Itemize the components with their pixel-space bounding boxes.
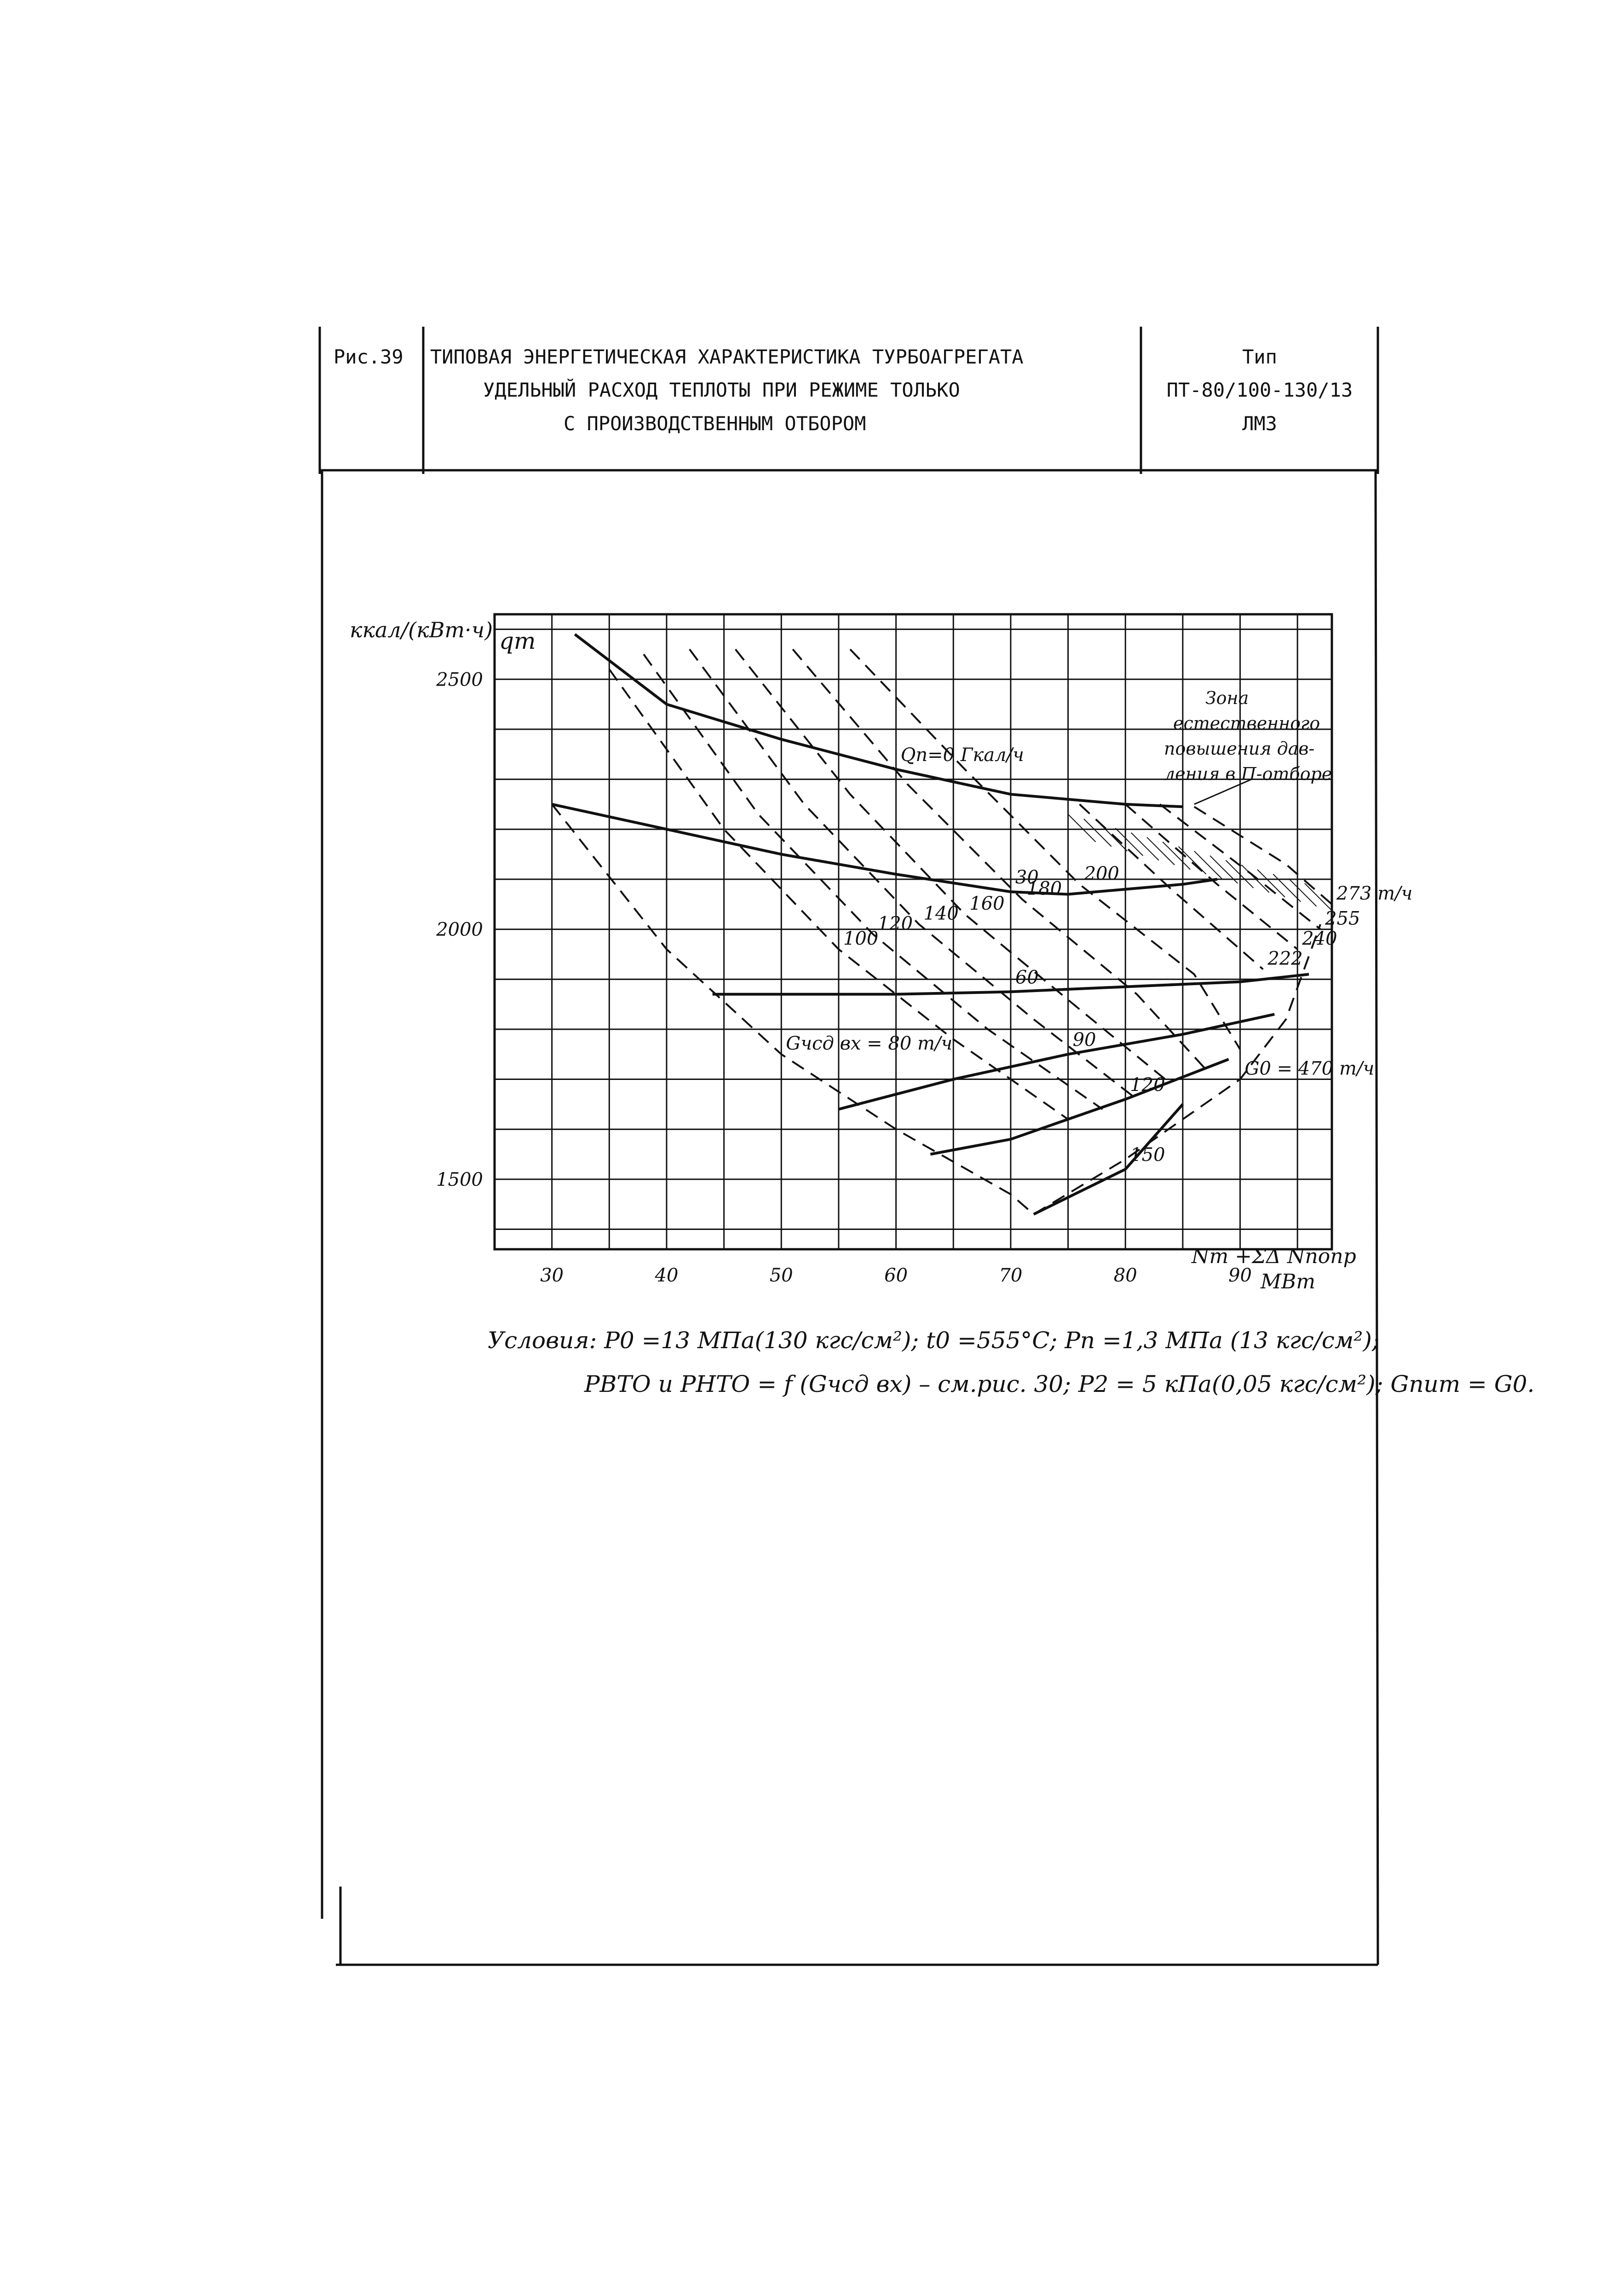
contour-label: 100	[843, 928, 879, 950]
x-tick-label: 90	[1228, 1265, 1252, 1286]
title-line-3: С ПРОИЗВОДСТВЕННЫМ ОТБОРОМ	[564, 412, 866, 435]
zone-line-1: Зона	[1205, 688, 1249, 708]
title-line-1: ТИПОВАЯ ЭНЕРГЕТИЧЕСКАЯ ХАРАКТЕРИСТИКА ТУРБОАГРЕГАТА	[430, 346, 1024, 368]
x-axis-label: Nт +ΣΔ Nпопр	[1192, 1245, 1356, 1268]
contour-label: 255	[1325, 908, 1360, 929]
conditions-line-1: Условия: P0 =13 МПа(130 кгс/см²); t0 =555°С; Pп =1,3 МПа (13 кгс/см²);	[488, 1327, 1380, 1354]
type-line-2: ПТ-80/100-130/13	[1166, 379, 1353, 401]
x-tick-label: 50	[769, 1265, 793, 1286]
curve-label: 90	[1072, 1029, 1096, 1051]
y-symbol: qт	[499, 628, 536, 654]
y-unit-label: ккал/(кВт·ч)	[350, 617, 493, 642]
figure-label: Рис.39	[334, 346, 403, 368]
curve-label: 30	[1015, 867, 1039, 889]
type-line-3: ЛМЗ	[1242, 412, 1277, 435]
contour-label: Gчсд вх = 80 т/ч	[786, 1033, 953, 1055]
y-tick-label: 2500	[436, 669, 483, 691]
contour-label: 200	[1084, 863, 1119, 884]
contour-label: 180	[1026, 878, 1062, 900]
zone-line-4: ления в П-отборе	[1164, 764, 1332, 784]
curve-label: 120	[1130, 1074, 1165, 1096]
x-tick-label: 30	[540, 1265, 564, 1286]
type-line-1: Тип	[1242, 346, 1277, 368]
zone-line-3: повышения дав-	[1164, 739, 1315, 759]
zone-line-2: естественного	[1173, 713, 1320, 733]
x-tick-label: 70	[999, 1265, 1023, 1286]
contour-label: 273 т/ч	[1336, 883, 1413, 905]
contour-label: 240	[1302, 928, 1337, 950]
x-tick-label: 60	[884, 1265, 908, 1286]
y-tick-label: 1500	[436, 1169, 483, 1190]
title-line-2: УДЕЛЬНЫЙ РАСХОД ТЕПЛОТЫ ПРИ РЕЖИМЕ ТОЛЬКО	[483, 379, 960, 401]
contour-label: 140	[923, 903, 959, 924]
conditions-line-2: PВТО и PНТО = f (Gчсд вх) – см.рис. 30; P2 = 5 кПа(0,05 кгс/см²); Gпит = G0.	[584, 1371, 1535, 1397]
curve-label: 150	[1130, 1144, 1165, 1166]
contour-label: 222	[1267, 948, 1303, 969]
curve-label: 60	[1015, 967, 1039, 988]
curve-label: Qп=0 Гкал/ч	[900, 744, 1024, 766]
contour-label: 160	[969, 893, 1005, 914]
x-unit-label: МВт	[1261, 1270, 1316, 1293]
x-tick-label: 80	[1113, 1265, 1137, 1286]
contour-label: G0 = 470 т/ч	[1244, 1058, 1375, 1079]
x-tick-label: 40	[655, 1265, 679, 1286]
contour-label: 120	[877, 913, 913, 935]
y-tick-label: 2000	[436, 919, 483, 941]
